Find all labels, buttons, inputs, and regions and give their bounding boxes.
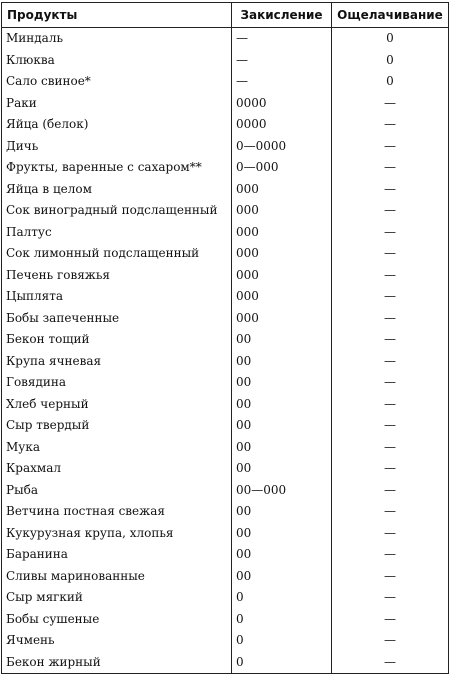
table-row [2, 394, 449, 416]
acidification-cell: 000 [232, 222, 332, 244]
alkalization-cell: — [332, 286, 449, 308]
table-row [2, 136, 449, 158]
acidification-cell: 00 [232, 501, 332, 523]
product-name-cell: Мука [2, 437, 232, 459]
alkalization-cell: — [332, 265, 449, 287]
table-row [2, 50, 449, 72]
product-name-cell: Дичь [2, 136, 232, 158]
product-name-cell: Сыр твердый [2, 415, 232, 437]
product-name-cell: Баранина [2, 544, 232, 566]
product-name-cell: Палтус [2, 222, 232, 244]
alkalization-cell: — [332, 501, 449, 523]
table-row [2, 243, 449, 265]
acidification-cell: 00 [232, 415, 332, 437]
product-name-cell: Раки [2, 93, 232, 115]
alkalization-cell: — [332, 609, 449, 631]
alkalization-cell: — [332, 544, 449, 566]
table-row [2, 544, 449, 566]
alkalization-cell: — [332, 114, 449, 136]
product-name-cell: Бекон жирный [2, 652, 232, 674]
alkalization-cell: — [332, 394, 449, 416]
acidification-cell: — [232, 28, 332, 50]
product-name-cell: Сыр мягкий [2, 587, 232, 609]
table-row [2, 28, 449, 50]
alkalization-cell: — [332, 157, 449, 179]
table-body [2, 28, 449, 674]
table-row [2, 587, 449, 609]
alkalization-cell: — [332, 415, 449, 437]
table-row [2, 265, 449, 287]
product-name-cell: Клюква [2, 50, 232, 72]
alkalization-cell: — [332, 308, 449, 330]
product-name-cell: Миндаль [2, 28, 232, 50]
alkalization-cell: — [332, 179, 449, 201]
header-products: Продукты [2, 3, 232, 28]
table-row [2, 222, 449, 244]
table-row [2, 652, 449, 674]
product-name-cell: Ячмень [2, 630, 232, 652]
product-name-cell: Кукурузная крупа, хлопья [2, 523, 232, 545]
product-name-cell: Бобы запеченные [2, 308, 232, 330]
acidification-cell: 0 [232, 630, 332, 652]
alkalization-cell: — [332, 93, 449, 115]
alkalization-cell: — [332, 587, 449, 609]
alkalization-cell: 0 [332, 50, 449, 72]
acidification-cell: 0000 [232, 114, 332, 136]
acidification-cell: 00 [232, 351, 332, 373]
product-name-cell: Сало свиное* [2, 71, 232, 93]
alkalization-cell: — [332, 437, 449, 459]
product-name-cell: Бобы сушеные [2, 609, 232, 631]
product-name-cell: Яйца в целом [2, 179, 232, 201]
alkalization-cell: — [332, 523, 449, 545]
acidification-cell: 00 [232, 394, 332, 416]
alkalization-cell: — [332, 329, 449, 351]
product-name-cell: Ветчина постная свежая [2, 501, 232, 523]
alkalization-cell: — [332, 480, 449, 502]
table-row [2, 329, 449, 351]
header-acidification: Закисление [232, 3, 332, 28]
acidification-cell: 00 [232, 437, 332, 459]
acidification-cell: 000 [232, 243, 332, 265]
product-name-cell: Хлеб черный [2, 394, 232, 416]
table-row [2, 480, 449, 502]
table-row [2, 609, 449, 631]
alkalization-cell: — [332, 200, 449, 222]
acidification-cell: 0 [232, 609, 332, 631]
alkalization-cell: 0 [332, 71, 449, 93]
acidification-cell: 000 [232, 265, 332, 287]
acidification-cell: 00 [232, 372, 332, 394]
alkalization-cell: — [332, 630, 449, 652]
product-name-cell: Сливы маринованные [2, 566, 232, 588]
product-name-cell: Яйца (белок) [2, 114, 232, 136]
food-acidity-table [1, 2, 449, 674]
acidification-cell: 00 [232, 458, 332, 480]
alkalization-cell: 0 [332, 28, 449, 50]
alkalization-cell: — [332, 222, 449, 244]
acidification-cell: 00 [232, 523, 332, 545]
acidification-cell: 00 [232, 544, 332, 566]
table-row [2, 372, 449, 394]
table-row [2, 566, 449, 588]
table-row [2, 71, 449, 93]
acidification-cell: — [232, 50, 332, 72]
acidification-cell: — [232, 71, 332, 93]
product-name-cell: Цыплята [2, 286, 232, 308]
acidification-cell: 000 [232, 308, 332, 330]
product-name-cell: Фрукты, варенные с сахаром** [2, 157, 232, 179]
product-name-cell: Печень говяжья [2, 265, 232, 287]
table-row [2, 157, 449, 179]
table-row [2, 630, 449, 652]
table-row [2, 308, 449, 330]
product-name-cell: Крупа ячневая [2, 351, 232, 373]
table-row [2, 93, 449, 115]
table-row [2, 286, 449, 308]
header-alkalization: Ощелачивание [332, 3, 449, 28]
table-row [2, 523, 449, 545]
alkalization-cell: — [332, 243, 449, 265]
product-name-cell: Рыба [2, 480, 232, 502]
product-name-cell: Крахмал [2, 458, 232, 480]
acidification-cell: 00 [232, 566, 332, 588]
acidification-cell: 000 [232, 286, 332, 308]
table-row [2, 351, 449, 373]
alkalization-cell: — [332, 372, 449, 394]
acidification-cell: 0—0000 [232, 136, 332, 158]
table-row [2, 415, 449, 437]
table-row [2, 501, 449, 523]
table-row [2, 458, 449, 480]
acidification-cell: 000 [232, 179, 332, 201]
table-row [2, 114, 449, 136]
product-name-cell: Сок виноградный подслащенный [2, 200, 232, 222]
acidification-cell: 0—000 [232, 157, 332, 179]
alkalization-cell: — [332, 351, 449, 373]
table-row [2, 437, 449, 459]
acidification-cell: 00—000 [232, 480, 332, 502]
product-name-cell: Бекон тощий [2, 329, 232, 351]
product-name-cell: Говядина [2, 372, 232, 394]
alkalization-cell: — [332, 136, 449, 158]
acidification-cell: 0 [232, 587, 332, 609]
product-name-cell: Сок лимонный подслащенный [2, 243, 232, 265]
acidification-cell: 000 [232, 200, 332, 222]
alkalization-cell: — [332, 566, 449, 588]
table-row [2, 200, 449, 222]
table-row [2, 179, 449, 201]
acidification-cell: 0000 [232, 93, 332, 115]
alkalization-cell: — [332, 652, 449, 674]
alkalization-cell: — [332, 458, 449, 480]
acidification-cell: 00 [232, 329, 332, 351]
table-header-row [2, 3, 449, 28]
acidification-cell: 0 [232, 652, 332, 674]
